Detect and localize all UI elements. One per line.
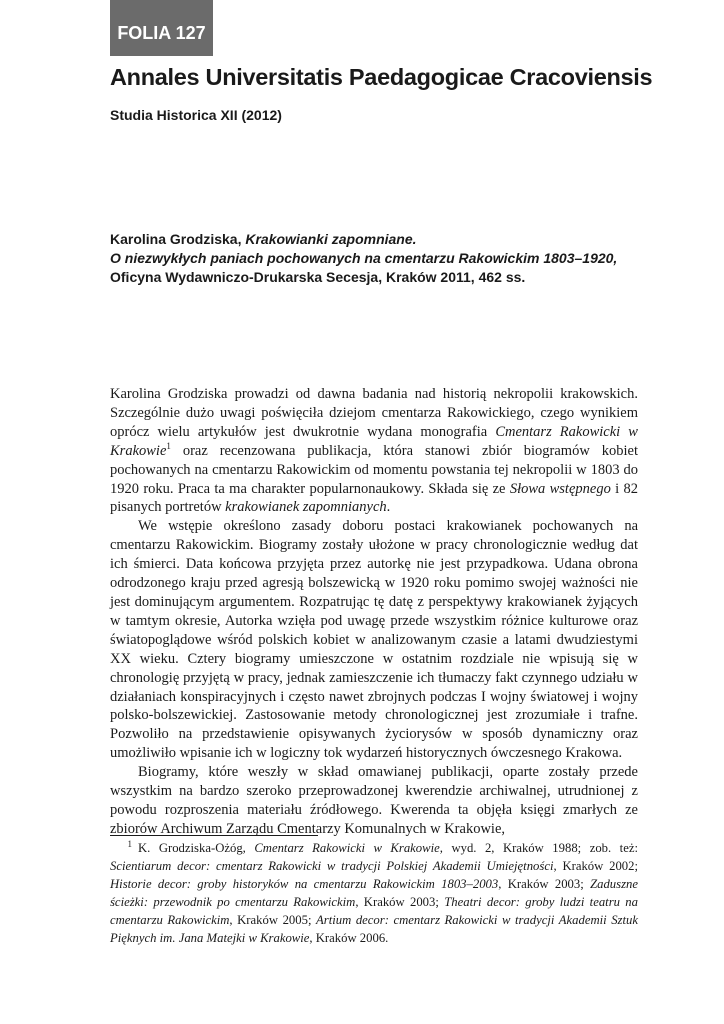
paragraph-1-italic-b: krakowianek zapomnianych <box>225 499 387 516</box>
review-publisher: Oficyna Wydawniczo-Drukarska Secesja, Kraków 2011, 462 ss. <box>110 269 526 285</box>
paragraph-1-citation-title: Cmentarz Rakowicki w Krakowie <box>110 423 638 459</box>
footnote-text: , Kraków 2002; <box>553 859 638 873</box>
paragraph-3: Biogramy, które weszły w skład omawianej publikacji, oparte zostały przede wszystkim na bardzo szeroko przeprowadzonej kwerendzie archiwalnej, utrudnionej z powodu rozproszenia materiału źródłowego. Kwerenda ta objęła księgi zmarłych ze zbiorów Archiwum Zarządu Cmentarzy Komunalnych w Krakowie, <box>110 764 638 837</box>
review-book-title: Krakowianki zapomniane. <box>245 231 417 247</box>
review-heading <box>110 230 630 287</box>
footnote-italic: Cmentarz Rakowicki w Krakowie, <box>254 841 443 855</box>
review-body <box>110 385 638 839</box>
folia-badge <box>110 0 213 56</box>
review-author: Karolina Grodziska, <box>110 231 246 247</box>
footnote-text: , Kraków 2006. <box>309 931 389 945</box>
series-title: Studia Historica XII (2012) <box>110 107 282 123</box>
footnote-text: wyd. 2, Kraków 1988; zob. też: <box>442 841 638 855</box>
footnote-1: 1 K. Grodziska-Ożóg, Cmentarz Rakowicki w Krakowie, wyd. 2, Kraków 1988; zob. też: Scientiarum decor: cmentarz Rakowicki w tradycji Polskiej Akademii Umiejętności, Kraków 2002; Historie decor: groby historyków na cmentarzu Rakowickim 1803–2003, Kraków 2003; Zaduszne ścieżki: przewodnik po cmentarzu Rakowickim, Kraków 2003; Theatri decor: groby ludzi teatru na cmentarzu Rakowickim, Kraków 2005; Artium decor: cmentarz Rakowicki w tradycji Akademii Sztuk Pięknych im. Jana Matejki w Krakowie, Kraków 2006. <box>110 838 638 945</box>
footnote-italic: Zaduszne ścieżki: przewodnik po cmentarzu Rakowickim <box>110 877 638 909</box>
paragraph-1-text-c: i 82 pisanych portretów <box>110 480 639 516</box>
folia-label: FOLIA 127 <box>117 23 206 43</box>
paragraph-1-italic-a: Słowa wstępnego <box>509 480 611 497</box>
paragraph-2: We wstępie określono zasady doboru postaci krakowianek pochowanych na cmentarzu Rakowickim. Biogramy zostały ułożone w pracy chronologicznie według dat ich śmierci. Data końcowa przyjęta przez autorkę nie jest przypadkowa. Udana obrona odrodzonego kraju przed agresją bolszewicką w 1920 roku pomimo swojej ważności nie jest dominującym argumentem. Rozpatrując tę datę z perspektywy krakowianek żyjących w tamtym okresie, Autorka wzięła pod uwagę przede wszystkim różnice kulturowe oraz światopoglądowe wśród polskich kobiet w analizowanym czasie a latami dwudziestymi XX wieku. Cztery biogramy umieszczone w ostatnim rozdziale nie wpisują się w chronologię przyjętą w pracy, jednak zamieszczenie ich tłumaczy fakt czynnego udziału w działaniach konspiracyjnych i często nawet zbrojnych podczas I wojny światowej i wojny polsko-bolszewickiej. Zastosowanie metody chronologicznej jest zrozumiałe i trafne. Pozwoliło na przedstawienie opisywanych życiorysów w sposób dynamiczny oraz umożliwiło wpisanie ich w logiczny tok wydarzeń historycznych ówczesnego Krakowa. <box>110 518 638 762</box>
footnote-text: K. Grodziska-Ożóg, <box>138 841 255 855</box>
paragraph-1 <box>110 385 638 517</box>
footnote-ref-1: 1 <box>166 440 171 451</box>
journal-title: Annales Universitatis Paedagogicae Cracoviensis <box>110 64 653 90</box>
paragraph-1-text-b: oraz recenzowana publikacja, która stanowi zbiór biogramów kobiet pochowanych na cmentarzu Rakowickim od momentu powstania tej nekropolii w 1803 do 1920 roku. Praca ta ma charakter popularnonaukowy. Składa się ze <box>110 442 638 497</box>
paragraph-1-text-d: . <box>386 499 391 516</box>
footnote-italic: Artium decor: cmentarz Rakowicki w tradycji Akademii Sztuk Pięknych im. Jana Matejki w Krakowie <box>110 913 638 945</box>
footnote-text: , Kraków 2005; <box>229 913 317 927</box>
paragraph-1-text-a: Karolina Grodziska prowadzi od dawna badania nad historią nekropolii krakowskich. Szczególnie dużo uwagi poświęciła dziejom cmentarza Rakowickiego, czego wynikiem oprócz wielu artykułów jest dwukrotnie wydana monografia <box>110 386 638 440</box>
review-line-1 <box>110 230 630 249</box>
footnote-italic: Historie decor: groby historyków na cmentarzu Rakowickim 1803–2003 <box>110 877 499 891</box>
footnote-divider <box>110 835 318 836</box>
footnote-text: , Kraków 2003; <box>355 895 445 909</box>
footnote-text: , Kraków 2003; <box>498 877 591 891</box>
review-book-subtitle: O niezwykłych paniach pochowanych na cmentarzu Rakowickim 1803–1920, <box>110 250 618 266</box>
footnote-italic: Scientiarum decor: cmentarz Rakowicki w tradycji Polskiej Akademii Umiejętności <box>110 859 554 873</box>
footnote-italic: Theatri decor: groby ludzi teatru na cmentarzu Rakowickim <box>110 895 638 927</box>
